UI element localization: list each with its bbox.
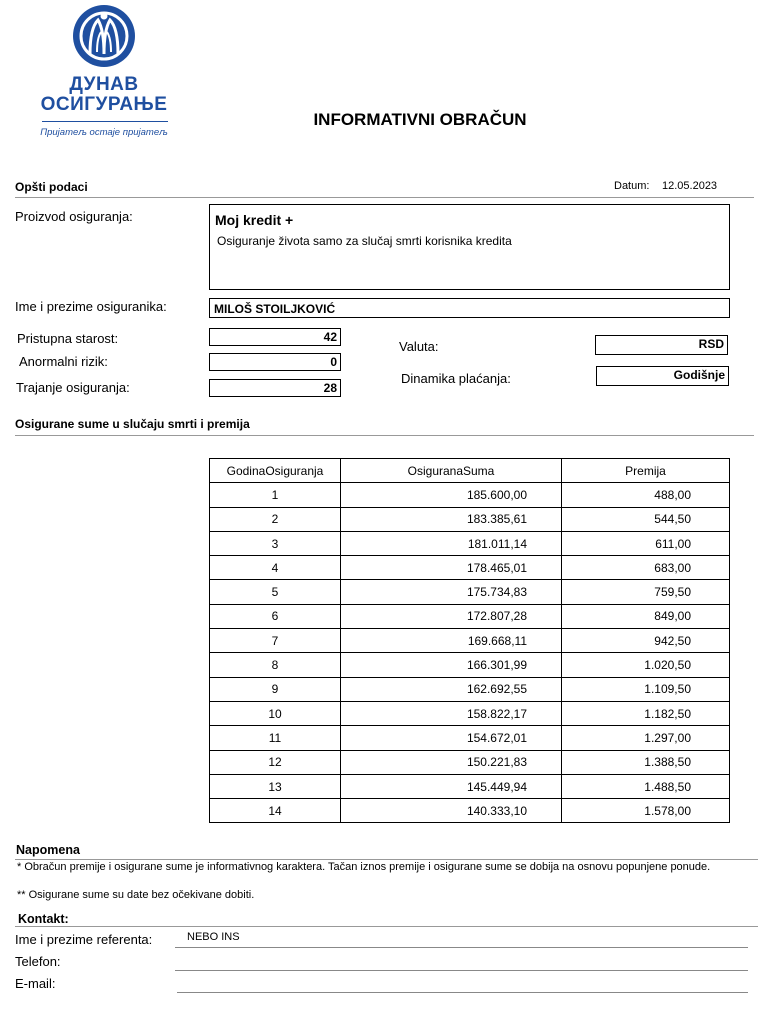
- page-title: INFORMATIVNI OBRAČUN: [313, 110, 527, 129]
- payment-label: Dinamika plaćanja:: [401, 371, 511, 386]
- cell-sum: 172.807,28: [341, 604, 562, 628]
- cell-sum: 150.221,83: [341, 750, 562, 774]
- duration-label: Trajanje osiguranja:: [16, 380, 130, 395]
- table-body: [210, 483, 730, 823]
- table-row: [210, 774, 730, 798]
- column-header-year: GodinaOsiguranja: [210, 459, 341, 483]
- note-title: Napomena: [16, 843, 80, 857]
- email-underline: [177, 992, 748, 993]
- date-value: 12.05.2023: [662, 180, 718, 192]
- table-row: [210, 701, 730, 725]
- cell-premium: 849,00: [562, 604, 730, 628]
- cell-premium: 683,00: [562, 556, 730, 580]
- section-divider: [15, 197, 754, 198]
- cell-sum: 140.333,10: [341, 799, 562, 823]
- cell-year: 7: [210, 629, 341, 653]
- note-line2: ** Osigurane sume su date bez očekivane dobiti.: [17, 889, 255, 901]
- age-label: Pristupna starost:: [17, 331, 119, 346]
- phone-label: Telefon:: [15, 954, 61, 969]
- cell-year: 8: [210, 653, 341, 677]
- cell-sum: 181.011,14: [341, 531, 562, 555]
- section-divider: [15, 435, 754, 436]
- cell-sum: 169.668,11: [341, 629, 562, 653]
- cell-year: 2: [210, 507, 341, 531]
- note-line1: * Obračun premije i osigurane sume je informativnog karaktera. Tačan iznos premije i osigurane sume se dobija na osnovu popunjene ponude.: [17, 861, 711, 873]
- cell-premium: 1.488,50: [562, 774, 730, 798]
- table-header-row: [210, 459, 730, 483]
- cell-sum: 158.822,17: [341, 701, 562, 725]
- referent-label: Ime i prezime referenta:: [15, 932, 153, 947]
- logo-divider: [42, 121, 168, 122]
- currency-label: Valuta:: [399, 339, 439, 354]
- product-label: Proizvod osiguranja:: [15, 209, 133, 224]
- column-header-sum: OsiguranaSuma: [341, 459, 562, 483]
- cell-sum: 145.449,94: [341, 774, 562, 798]
- table-row: [210, 629, 730, 653]
- currency-field: RSD: [595, 335, 728, 355]
- product-box: [209, 204, 730, 290]
- cell-premium: 1.182,50: [562, 701, 730, 725]
- table-row: [210, 799, 730, 823]
- cell-year: 5: [210, 580, 341, 604]
- cell-year: 3: [210, 531, 341, 555]
- table-row: [210, 604, 730, 628]
- cell-year: 10: [210, 701, 341, 725]
- insured-name-field: MILOŠ STOILJKOVIĆ: [209, 298, 730, 318]
- column-header-premium: Premija: [562, 459, 730, 483]
- cell-year: 1: [210, 483, 341, 507]
- product-name: Moj kredit +: [215, 212, 294, 228]
- table-row: [210, 677, 730, 701]
- section-divider: [15, 859, 758, 860]
- payment-field: Godišnje: [596, 366, 729, 386]
- sums-table: [209, 458, 730, 823]
- cell-premium: 759,50: [562, 580, 730, 604]
- table-row: [210, 483, 730, 507]
- contact-title: Kontakt:: [18, 912, 69, 926]
- age-field: 42: [209, 328, 341, 346]
- table-row: [210, 507, 730, 531]
- general-section-title: Opšti podaci: [15, 180, 88, 194]
- cell-premium: 1.020,50: [562, 653, 730, 677]
- logo-text-line2: ОСИГУРАЊЕ: [40, 94, 168, 115]
- duration-field: 28: [209, 379, 341, 397]
- cell-year: 14: [210, 799, 341, 823]
- cell-sum: 183.385,61: [341, 507, 562, 531]
- cell-premium: 1.297,00: [562, 726, 730, 750]
- risk-label: Anormalni rizik:: [19, 354, 108, 369]
- cell-year: 11: [210, 726, 341, 750]
- cell-sum: 162.692,55: [341, 677, 562, 701]
- table-row: [210, 556, 730, 580]
- phone-underline: [175, 970, 748, 971]
- cell-premium: 942,50: [562, 629, 730, 653]
- cell-year: 13: [210, 774, 341, 798]
- logo-text-line1: ДУНАВ: [69, 74, 139, 95]
- cell-premium: 611,00: [562, 531, 730, 555]
- section-divider: [15, 926, 758, 927]
- insured-label: Ime i prezime osiguranika:: [15, 299, 167, 314]
- table-row: [210, 531, 730, 555]
- sums-section-title: Osigurane sume u slučaju smrti i premija: [15, 417, 250, 431]
- cell-sum: 178.465,01: [341, 556, 562, 580]
- company-logo-icon: [68, 2, 140, 70]
- date-label: Datum:: [614, 180, 650, 192]
- cell-year: 6: [210, 604, 341, 628]
- table-row: [210, 726, 730, 750]
- cell-year: 12: [210, 750, 341, 774]
- cell-year: 4: [210, 556, 341, 580]
- cell-premium: 1.578,00: [562, 799, 730, 823]
- cell-premium: 1.388,50: [562, 750, 730, 774]
- cell-sum: 154.672,01: [341, 726, 562, 750]
- cell-premium: 1.109,50: [562, 677, 730, 701]
- cell-premium: 544,50: [562, 507, 730, 531]
- email-label: E-mail:: [15, 976, 56, 991]
- logo-tagline: Пријатељ остаје пријатељ: [40, 127, 168, 138]
- risk-field: 0: [209, 353, 341, 371]
- cell-year: 9: [210, 677, 341, 701]
- table-row: [210, 653, 730, 677]
- table-row: [210, 750, 730, 774]
- table-row: [210, 580, 730, 604]
- cell-sum: 185.600,00: [341, 483, 562, 507]
- referent-underline: [175, 947, 748, 948]
- cell-premium: 488,00: [562, 483, 730, 507]
- referent-value: NEBO INS: [187, 931, 240, 943]
- cell-sum: 175.734,83: [341, 580, 562, 604]
- product-description: Osiguranje života samo za slučaj smrti korisnika kredita: [217, 234, 512, 248]
- cell-sum: 166.301,99: [341, 653, 562, 677]
